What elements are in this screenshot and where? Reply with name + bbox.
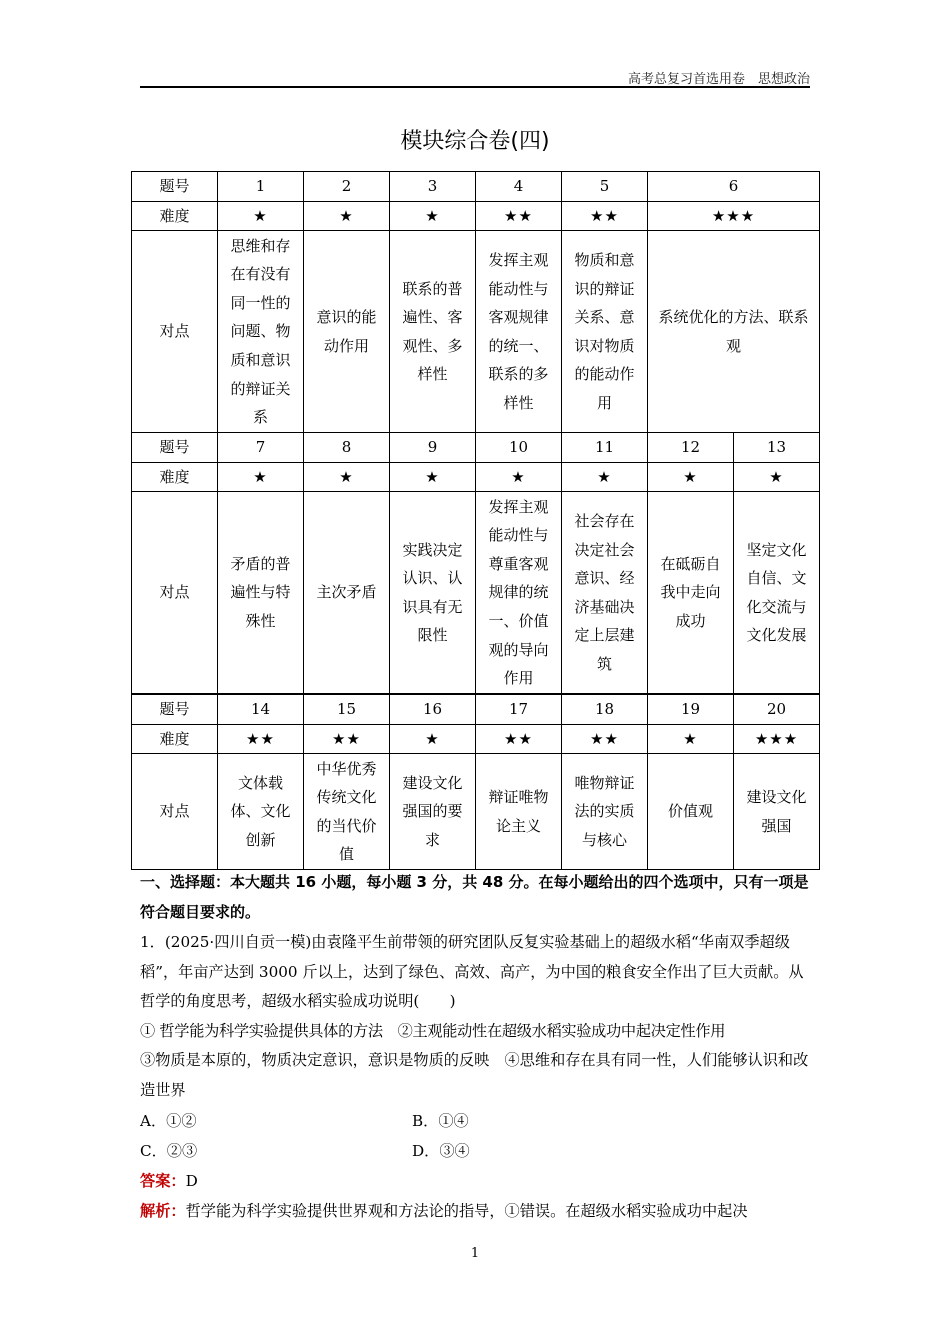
difficulty-stars: ★ <box>218 462 304 492</box>
table-row <box>132 492 820 694</box>
knowledge-point: 主次矛盾 <box>304 492 390 694</box>
question-number: 14 <box>218 695 304 725</box>
question-items-line: ① 哲学能为科学实验提供具体的方法 ②主观能动性在超级水稻实验成功中起决定性作用 <box>140 1022 726 1040</box>
answer-line <box>140 1170 198 1191</box>
difficulty-stars: ★ <box>734 462 820 492</box>
knowledge-point: 建设文化强国 <box>734 754 820 870</box>
section-heading: 一、选择题：本大题共 16 小题，每小题 3 分，共 48 分。在每小题给出的四个选项中，只有一项是符合题目要求的。 <box>140 873 809 921</box>
option-b: B．①④ <box>412 1112 469 1130</box>
knowledge-point: 物质和意识的辩证关系、意识对物质的能动作用 <box>562 231 648 433</box>
difficulty-stars: ★ <box>476 462 562 492</box>
question-number: 10 <box>476 433 562 463</box>
question-number: 7 <box>218 433 304 463</box>
row-label: 难度 <box>132 201 218 231</box>
question-number: 12 <box>648 433 734 463</box>
option-d: D．③④ <box>412 1142 470 1160</box>
question-number: 13 <box>734 433 820 463</box>
question-stem: 1．(2025·四川自贡一模)由袁隆平生前带领的研究团队反复实验基础上的超级水稻“华南双季超级稻”，年亩产达到 3000 斤以上，达到了绿色、高效、高产，为中国的粮食安全作出了巨大贡献。从哲学的角度思考，超级水稻实验成功说明( ) <box>140 933 804 1010</box>
difficulty-stars: ★ <box>562 462 648 492</box>
question-number: 15 <box>304 695 390 725</box>
table-row <box>132 201 820 231</box>
knowledge-point: 建设文化强国的要求 <box>390 754 476 870</box>
difficulty-stars: ★★ <box>562 201 648 231</box>
difficulty-stars: ★ <box>648 462 734 492</box>
question-number: 20 <box>734 695 820 725</box>
difficulty-stars: ★ <box>304 462 390 492</box>
question-number: 8 <box>304 433 390 463</box>
row-label: 对点 <box>132 492 218 694</box>
question-number: 16 <box>390 695 476 725</box>
difficulty-stars: ★★★ <box>734 724 820 754</box>
answer-label: 答案： <box>140 1172 186 1190</box>
page-number: 1 <box>470 1246 480 1261</box>
knowledge-point: 系统优化的方法、联系观 <box>648 231 820 433</box>
question-number: 2 <box>304 172 390 202</box>
knowledge-point: 唯物辩证法的实质与核心 <box>562 754 648 870</box>
question-number: 1 <box>218 172 304 202</box>
knowledge-point: 发挥主观能动性与尊重客观规律的统一、价值观的导向作用 <box>476 492 562 694</box>
difficulty-stars: ★ <box>304 201 390 231</box>
option-a: A．①② <box>140 1112 197 1130</box>
row-label: 题号 <box>132 695 218 725</box>
knowledge-point: 辩证唯物论主义 <box>476 754 562 870</box>
table-row <box>132 433 820 463</box>
row-label: 对点 <box>132 754 218 870</box>
table-row <box>132 724 820 754</box>
question-number: 19 <box>648 695 734 725</box>
option-c: C．②③ <box>140 1142 198 1160</box>
answer-value: D <box>185 1172 198 1190</box>
knowledge-point: 坚定文化自信、文化交流与文化发展 <box>734 492 820 694</box>
difficulty-stars: ★ <box>390 462 476 492</box>
difficulty-stars: ★★★ <box>648 201 820 231</box>
row-label: 难度 <box>132 462 218 492</box>
knowledge-point: 文体载体、文化创新 <box>218 754 304 870</box>
table-row <box>132 462 820 492</box>
difficulty-stars: ★ <box>218 201 304 231</box>
table-row <box>132 231 820 433</box>
difficulty-stars: ★★ <box>218 724 304 754</box>
knowledge-point: 思维和存在有没有同一性的问题、物质和意识的辩证关系 <box>218 231 304 433</box>
table-row <box>132 695 820 725</box>
difficulty-stars: ★★ <box>304 724 390 754</box>
row-label: 题号 <box>132 433 218 463</box>
difficulty-table-1 <box>131 171 820 433</box>
table-row <box>132 754 820 870</box>
running-header: 高考总复习首选用卷 思想政治 <box>627 72 810 87</box>
knowledge-point: 联系的普遍性、客观性、多样性 <box>390 231 476 433</box>
question-number: 17 <box>476 695 562 725</box>
knowledge-point: 矛盾的普遍性与特殊性 <box>218 492 304 694</box>
difficulty-table-2 <box>131 432 820 694</box>
table-row <box>132 172 820 202</box>
page-title: 模块综合卷(四) <box>400 129 550 154</box>
difficulty-stars: ★ <box>390 724 476 754</box>
analysis-line <box>140 1200 820 1221</box>
knowledge-point: 发挥主观能动性与客观规律的统一、联系的多样性 <box>476 231 562 433</box>
row-label: 题号 <box>132 172 218 202</box>
difficulty-stars: ★★ <box>562 724 648 754</box>
difficulty-stars: ★ <box>390 201 476 231</box>
knowledge-point: 实践决定认识、认识具有无限性 <box>390 492 476 694</box>
difficulty-stars: ★ <box>648 724 734 754</box>
knowledge-point: 中华优秀传统文化的当代价值 <box>304 754 390 870</box>
knowledge-point: 意识的能动作用 <box>304 231 390 433</box>
question-number: 4 <box>476 172 562 202</box>
knowledge-point: 社会存在决定社会意识、经济基础决定上层建筑 <box>562 492 648 694</box>
question-number: 5 <box>562 172 648 202</box>
question-number: 9 <box>390 433 476 463</box>
row-label: 对点 <box>132 231 218 433</box>
difficulty-stars: ★★ <box>476 724 562 754</box>
header-rule <box>140 86 810 88</box>
difficulty-stars: ★★ <box>476 201 562 231</box>
question-number: 11 <box>562 433 648 463</box>
question-items-line: ③物质是本原的，物质决定意识，意识是物质的反映 ④思维和存在具有同一性，人们能够认识和改造世界 <box>140 1051 809 1099</box>
analysis-label: 解析： <box>140 1202 186 1220</box>
knowledge-point: 在砥砺自我中走向成功 <box>648 492 734 694</box>
difficulty-table-3 <box>131 694 820 870</box>
knowledge-point: 价值观 <box>648 754 734 870</box>
question-number: 3 <box>390 172 476 202</box>
question-number: 18 <box>562 695 648 725</box>
question-number: 6 <box>648 172 820 202</box>
row-label: 难度 <box>132 724 218 754</box>
analysis-text: 哲学能为科学实验提供世界观和方法论的指导，①错误。在超级水稻实验成功中起决 <box>185 1202 748 1220</box>
